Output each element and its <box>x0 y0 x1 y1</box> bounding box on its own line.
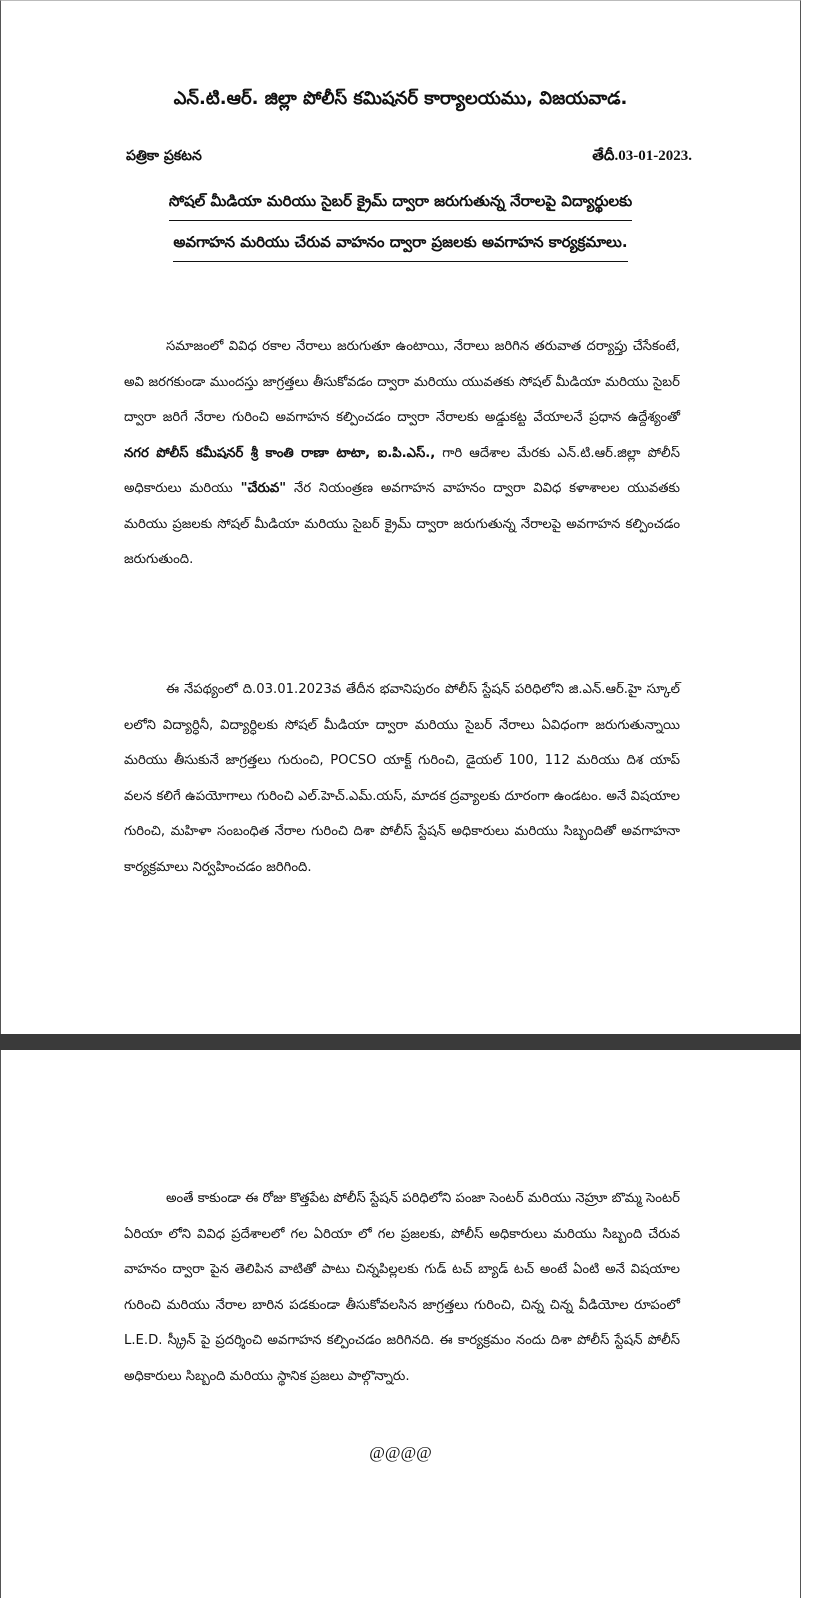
intro-text-1: సమాజంలో వివిధ రకాల నేరాలు జరుగుతూ ఉంటాయి, నేరాలు జరిగిన తరువాత దర్యాప్తు చేసేకంటే, అవి జరగకుండా ముందస్తు జాగ్రత్తలు తీసుకోవడం ద్వారా మరియు యువతకు సోషల్ మీడియా మరియు సైబర్ ద్వారా జరిగే నేరాల గురించి అవగాహన కల్పించడం ద్వారా నేరాలకు అడ్డుకట్ట వేయాలనే ప్రధాన ఉద్దేశ్యంతో <box>124 339 680 425</box>
commissioner-name: నగర పోలీస్ కమీషనర్ శ్రీ కాంతి రాణా టాటా, ఐ.పి.ఎస్., <box>124 445 436 461</box>
subject-line-1: సోషల్ మీడియా మరియు సైబర్ క్రైమ్ ద్వారా జరుగుతున్న నేరాలపై విద్యార్థులకు <box>169 192 632 221</box>
press-release-label: పత్రికా ప్రకటన <box>126 148 202 164</box>
closing-mark: @@@@ <box>369 1443 432 1462</box>
release-date: తేదీ.03-01-2023. <box>592 148 692 164</box>
cheruva-vehicle-name: "చేరువ" <box>240 481 287 496</box>
subject-line-2: అవగాహన మరియు చేరువ వాహనం ద్వారా ప్రజలకు అవగాహన కార్యక్రమాలు. <box>173 233 627 262</box>
intro-text-2: గారి ఆదేశాల మేరకు ఎన్.టి.ఆర్.జిల్లా పోలీస్ అధికారులు మరియు <box>124 445 680 496</box>
paragraph-intro <box>124 329 680 578</box>
paragraph-school-event: ఈ నేపథ్యంలో ది.03.01.2023వ తేదీన భవానిపురం పోలీస్ స్టేషన్ పరిధిలోని జి.ఎన్.ఆర్.హై స్కూల్ లలోని విద్యార్ధినీ, విద్యార్ధిలకు సోషల్ మీడియా ద్వారా మరియు సైబర్ నేరాలు ఏవిధంగా జరుగుతున్నాయి మరియు తీసుకునే జాగ్రత్తలు గురుంచి, POCSO యాక్ట్ గురించి, డైయల్ 100, 112 మరియు దిశ యాప్ వలన కలిగే ఉపయోగాలు గురించి ఎల్.హెచ్.ఎమ్.యస్, మాదక ద్రవ్యాలకు దూరంగా ఉండటం. అనే విషయాల గురించి, మహిళా సంబంధిత నేరాల గురించి దిశా పోలీస్ స్టేషన్ అధికారులు మరియు సిబ్బందితో అవగాహనా కార్యక్రమాలు నిర్వహించడం జరిగింది. <box>124 682 680 875</box>
office-title: ఎన్.టి.ఆర్. జిల్లా పోలీస్ కమిషనర్ కార్యాలయము, విజయవాడ. <box>173 88 628 109</box>
page-separator <box>0 1034 816 1050</box>
subject-heading <box>0 192 801 274</box>
release-meta <box>126 148 692 168</box>
paragraph-public-awareness: అంతే కాకుండా ఈ రోజు కొత్తపేట పోలీస్ స్టేషన్ పరిధిలోని పంజా సెంటర్ మరియు నెహ్రూ బొమ్మ సెంటర్ ఏరియా లోని వివిధ ప్రదేశాలలో గల ఏరియా లో గల ప్రజలకు, పోలీస్ అధికారులు మరియు సిబ్బంది చేరువ వాహనం ద్వారా పైన తెలిపిన వాటితో పాటు చిన్నపిల్లలకు గుడ్ టచ్ బ్యాడ్ టచ్ అంటే ఏంటి అనే విషయాల గురించి మరియు నేరాల బారిన పడకుండా తీసుకోవలసిన జాగ్రత్తలు గురించి, చిన్న చిన్న వీడియోల రూపంలో L.E.D. స్క్రీన్ పై ప్రదర్శించి అవగాహన కల్పించడం జరిగినది. ఈ కార్యక్రమం నందు దిశా పోలీస్ స్టేషన్ పోలీస్ అధికారులు సిబ్బంది మరియు స్థానిక ప్రజలు పాల్గొన్నారు. <box>124 1191 680 1384</box>
intro-text-3: నేర నియంత్రణ అవగాహన వాహనం ద్వారా వివిధ కళాశాలల యువతకు మరియు ప్రజలకు సోషల్ మీడియా మరియు సైబర్ క్రైమ్ ద్వారా జరుగుతున్న నేరాలపై అవగాహన కల్పించడం జరుగుతుంది. <box>124 481 680 567</box>
viewer-margin <box>801 0 816 1598</box>
